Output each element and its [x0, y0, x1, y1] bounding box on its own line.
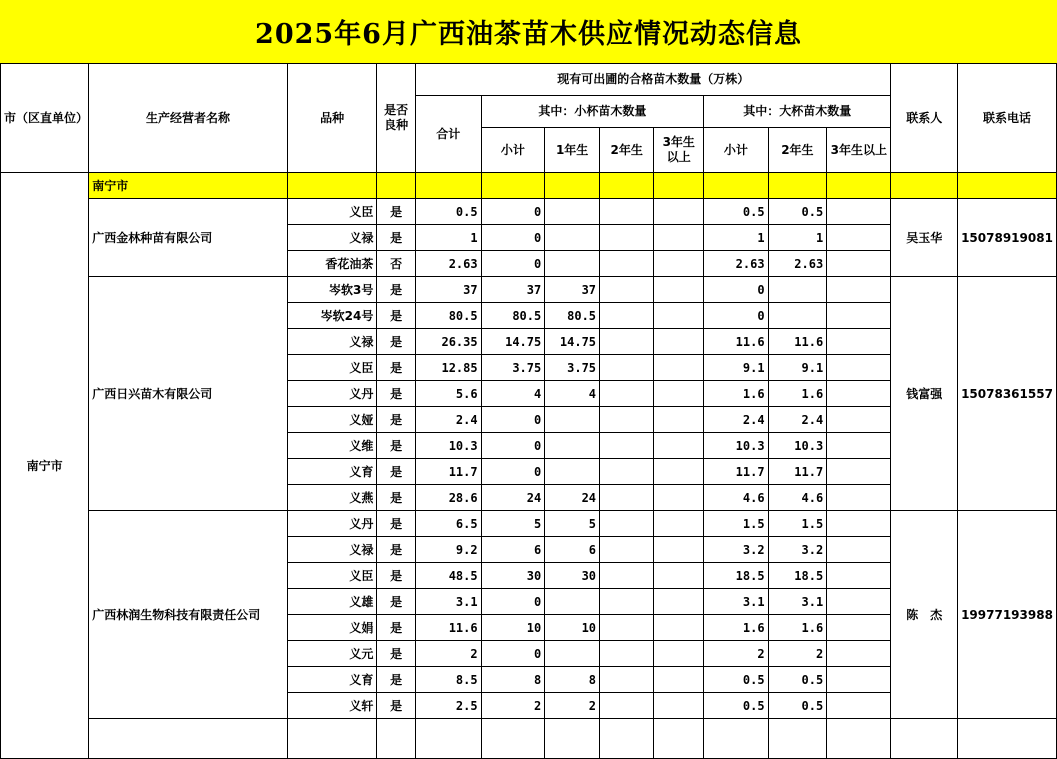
small-year1-cell: 5: [545, 511, 600, 537]
large-year3-cell: [827, 407, 891, 433]
large-year3-cell: [827, 589, 891, 615]
small-year1-cell: 6: [545, 537, 600, 563]
small-subtotal-cell: 3.75: [481, 355, 545, 381]
large-year3-cell: [827, 537, 891, 563]
large-year2-cell: 11.6: [768, 329, 827, 355]
total-cell: 37: [415, 277, 481, 303]
small-year1-cell: 80.5: [545, 303, 600, 329]
large-year2-cell: 0.5: [768, 693, 827, 719]
small-year1-cell: 14.75: [545, 329, 600, 355]
large-year3-cell: [827, 251, 891, 277]
empty-cell: [768, 719, 827, 759]
large-year3-cell: [827, 329, 891, 355]
small-year2-cell: [600, 615, 654, 641]
large-subtotal-cell: 3.1: [704, 589, 769, 615]
small-subtotal-cell: 8: [481, 667, 545, 693]
large-year2-cell: 0.5: [768, 199, 827, 225]
header-phone: 联系电话: [958, 64, 1057, 173]
section-row: [1, 173, 1057, 199]
small-year2-cell: [600, 563, 654, 589]
producer-name: 广西林润生物科技有限责任公司: [89, 511, 288, 719]
total-cell: 8.5: [415, 667, 481, 693]
large-year3-cell: [827, 563, 891, 589]
seedling-supply-table: [0, 63, 1057, 759]
header-small-year1: 1年生: [545, 128, 600, 173]
large-subtotal-cell: 9.1: [704, 355, 769, 381]
large-year2-cell: 2.63: [768, 251, 827, 277]
large-year3-cell: [827, 381, 891, 407]
variety-cell: 义禄: [287, 537, 377, 563]
large-subtotal-cell: 1.6: [704, 381, 769, 407]
header-variety: 品种: [287, 64, 377, 173]
city-cell: 南宁市: [1, 173, 89, 759]
small-year3-cell: [654, 277, 704, 303]
large-subtotal-cell: 10.3: [704, 433, 769, 459]
large-year2-cell: 0.5: [768, 667, 827, 693]
header-large-year2: 2年生: [768, 128, 827, 173]
producer-name: 广西日兴苗木有限公司: [89, 277, 288, 511]
small-subtotal-cell: 0: [481, 433, 545, 459]
small-year2-cell: [600, 355, 654, 381]
small-year3-cell: [654, 433, 704, 459]
improved-cell: 是: [377, 355, 416, 381]
header-large-subtotal: 小计: [704, 128, 769, 173]
small-year1-cell: [545, 251, 600, 277]
total-cell: 2.4: [415, 407, 481, 433]
section-empty-cell: [415, 173, 481, 199]
small-year3-cell: [654, 537, 704, 563]
small-year2-cell: [600, 667, 654, 693]
empty-cell: [600, 719, 654, 759]
section-empty-cell: [958, 173, 1057, 199]
total-cell: 2.5: [415, 693, 481, 719]
small-subtotal-cell: 0: [481, 225, 545, 251]
contact-cell: 陈 杰: [891, 511, 958, 719]
header-total: 合计: [415, 96, 481, 173]
header-large-year3: 3年生以上: [827, 128, 891, 173]
improved-cell: 是: [377, 277, 416, 303]
large-year2-cell: 3.2: [768, 537, 827, 563]
empty-cell: [89, 719, 288, 759]
small-subtotal-cell: 0: [481, 407, 545, 433]
small-year1-cell: [545, 589, 600, 615]
empty-cell: [377, 719, 416, 759]
small-year3-cell: [654, 303, 704, 329]
header-seedling-quantity: 现有可出圃的合格苗木数量（万株）: [415, 64, 890, 96]
empty-cell: [827, 719, 891, 759]
large-year2-cell: [768, 277, 827, 303]
total-cell: 6.5: [415, 511, 481, 537]
large-subtotal-cell: 1: [704, 225, 769, 251]
large-year2-cell: 2: [768, 641, 827, 667]
small-subtotal-cell: 0: [481, 589, 545, 615]
table-row: [1, 199, 1057, 225]
small-subtotal-cell: 6: [481, 537, 545, 563]
small-year1-cell: [545, 459, 600, 485]
improved-cell: 是: [377, 381, 416, 407]
large-year3-cell: [827, 641, 891, 667]
empty-cell: [958, 719, 1057, 759]
small-year2-cell: [600, 485, 654, 511]
large-year2-cell: 11.7: [768, 459, 827, 485]
large-year2-cell: 1.6: [768, 381, 827, 407]
variety-cell: 义轩: [287, 693, 377, 719]
table-row: [1, 277, 1057, 303]
small-year1-cell: [545, 641, 600, 667]
small-year1-cell: [545, 199, 600, 225]
empty-cell: [287, 719, 377, 759]
large-year2-cell: 9.1: [768, 355, 827, 381]
contact-cell: 钱富强: [891, 277, 958, 511]
large-year3-cell: [827, 225, 891, 251]
improved-cell: 是: [377, 485, 416, 511]
large-subtotal-cell: 11.6: [704, 329, 769, 355]
small-year2-cell: [600, 225, 654, 251]
table-row: [1, 511, 1057, 537]
large-year2-cell: 1.5: [768, 511, 827, 537]
small-year2-cell: [600, 589, 654, 615]
large-year2-cell: 1: [768, 225, 827, 251]
small-year3-cell: [654, 511, 704, 537]
large-year3-cell: [827, 433, 891, 459]
large-year3-cell: [827, 199, 891, 225]
variety-cell: 义丹: [287, 511, 377, 537]
large-subtotal-cell: 0: [704, 303, 769, 329]
sheet-title: 2025年6月广西油茶苗木供应情况动态信息: [0, 0, 1057, 64]
large-subtotal-cell: 0.5: [704, 693, 769, 719]
section-empty-cell: [704, 173, 769, 199]
section-label: 南宁市: [89, 173, 288, 199]
large-year3-cell: [827, 459, 891, 485]
large-subtotal-cell: 2.4: [704, 407, 769, 433]
small-subtotal-cell: 30: [481, 563, 545, 589]
large-year3-cell: [827, 667, 891, 693]
large-year2-cell: 10.3: [768, 433, 827, 459]
improved-cell: 是: [377, 433, 416, 459]
improved-cell: 是: [377, 693, 416, 719]
large-year3-cell: [827, 693, 891, 719]
section-empty-cell: [287, 173, 377, 199]
large-year2-cell: 4.6: [768, 485, 827, 511]
improved-cell: 是: [377, 511, 416, 537]
phone-cell: 19977193988: [958, 511, 1057, 719]
empty-cell: [415, 719, 481, 759]
total-cell: 0.5: [415, 199, 481, 225]
small-year3-cell: [654, 459, 704, 485]
total-cell: 11.7: [415, 459, 481, 485]
small-year3-cell: [654, 199, 704, 225]
section-empty-cell: [891, 173, 958, 199]
improved-cell: 是: [377, 667, 416, 693]
total-cell: 5.6: [415, 381, 481, 407]
small-year3-cell: [654, 589, 704, 615]
small-year2-cell: [600, 511, 654, 537]
small-subtotal-cell: 0: [481, 199, 545, 225]
large-subtotal-cell: 3.2: [704, 537, 769, 563]
variety-cell: 义丹: [287, 381, 377, 407]
variety-cell: 义娅: [287, 407, 377, 433]
large-subtotal-cell: 0.5: [704, 667, 769, 693]
large-year2-cell: 18.5: [768, 563, 827, 589]
large-year3-cell: [827, 615, 891, 641]
small-year2-cell: [600, 407, 654, 433]
section-empty-cell: [768, 173, 827, 199]
total-cell: 2: [415, 641, 481, 667]
improved-cell: 是: [377, 407, 416, 433]
small-year3-cell: [654, 667, 704, 693]
empty-cell: [481, 719, 545, 759]
large-subtotal-cell: 1.5: [704, 511, 769, 537]
small-subtotal-cell: 0: [481, 641, 545, 667]
small-year1-cell: 8: [545, 667, 600, 693]
small-year3-cell: [654, 407, 704, 433]
large-subtotal-cell: 2.63: [704, 251, 769, 277]
small-year2-cell: [600, 641, 654, 667]
variety-cell: 义臣: [287, 355, 377, 381]
header-small-year2: 2年生: [600, 128, 654, 173]
variety-cell: 义燕: [287, 485, 377, 511]
header-improved: 是否良种: [377, 64, 416, 173]
small-year1-cell: 37: [545, 277, 600, 303]
small-year3-cell: [654, 329, 704, 355]
header-small-cup: 其中：小杯苗木数量: [481, 96, 703, 128]
variety-cell: 义禄: [287, 329, 377, 355]
improved-cell: 是: [377, 225, 416, 251]
total-cell: 48.5: [415, 563, 481, 589]
small-year2-cell: [600, 277, 654, 303]
variety-cell: 香花油茶: [287, 251, 377, 277]
variety-cell: 义禄: [287, 225, 377, 251]
variety-cell: 义娟: [287, 615, 377, 641]
small-year2-cell: [600, 537, 654, 563]
header-large-cup: 其中：大杯苗木数量: [704, 96, 891, 128]
small-year3-cell: [654, 381, 704, 407]
variety-cell: 义雄: [287, 589, 377, 615]
large-subtotal-cell: 4.6: [704, 485, 769, 511]
small-subtotal-cell: 2: [481, 693, 545, 719]
improved-cell: 是: [377, 329, 416, 355]
small-subtotal-cell: 80.5: [481, 303, 545, 329]
small-year3-cell: [654, 485, 704, 511]
small-year3-cell: [654, 563, 704, 589]
small-year1-cell: 10: [545, 615, 600, 641]
total-cell: 11.6: [415, 615, 481, 641]
section-empty-cell: [545, 173, 600, 199]
empty-cell: [891, 719, 958, 759]
large-year2-cell: 3.1: [768, 589, 827, 615]
small-subtotal-cell: 10: [481, 615, 545, 641]
phone-cell: 15078361557: [958, 277, 1057, 511]
header-small-subtotal: 小计: [481, 128, 545, 173]
small-subtotal-cell: 5: [481, 511, 545, 537]
small-year1-cell: [545, 433, 600, 459]
improved-cell: 是: [377, 589, 416, 615]
large-subtotal-cell: 0.5: [704, 199, 769, 225]
total-cell: 80.5: [415, 303, 481, 329]
large-year3-cell: [827, 303, 891, 329]
small-subtotal-cell: 4: [481, 381, 545, 407]
small-year2-cell: [600, 433, 654, 459]
small-subtotal-cell: 24: [481, 485, 545, 511]
small-year1-cell: [545, 225, 600, 251]
section-empty-cell: [481, 173, 545, 199]
large-subtotal-cell: 18.5: [704, 563, 769, 589]
small-subtotal-cell: 37: [481, 277, 545, 303]
large-year3-cell: [827, 355, 891, 381]
small-subtotal-cell: 0: [481, 459, 545, 485]
small-year2-cell: [600, 381, 654, 407]
improved-cell: 否: [377, 251, 416, 277]
total-cell: 12.85: [415, 355, 481, 381]
variety-cell: 义臣: [287, 199, 377, 225]
header-small-year3: 3年生以上: [654, 128, 704, 173]
section-empty-cell: [377, 173, 416, 199]
phone-cell: 15078919081: [958, 199, 1057, 277]
small-year2-cell: [600, 199, 654, 225]
header-contact: 联系人: [891, 64, 958, 173]
small-year2-cell: [600, 693, 654, 719]
small-year2-cell: [600, 303, 654, 329]
total-cell: 3.1: [415, 589, 481, 615]
small-year3-cell: [654, 641, 704, 667]
improved-cell: 是: [377, 537, 416, 563]
large-year3-cell: [827, 511, 891, 537]
total-cell: 2.63: [415, 251, 481, 277]
small-year2-cell: [600, 329, 654, 355]
small-year1-cell: 4: [545, 381, 600, 407]
variety-cell: 义育: [287, 459, 377, 485]
section-empty-cell: [600, 173, 654, 199]
variety-cell: 岑软24号: [287, 303, 377, 329]
small-subtotal-cell: 0: [481, 251, 545, 277]
variety-cell: 义育: [287, 667, 377, 693]
small-year1-cell: 2: [545, 693, 600, 719]
small-year1-cell: 30: [545, 563, 600, 589]
variety-cell: 义元: [287, 641, 377, 667]
improved-cell: 是: [377, 199, 416, 225]
small-subtotal-cell: 14.75: [481, 329, 545, 355]
small-year3-cell: [654, 693, 704, 719]
total-cell: 10.3: [415, 433, 481, 459]
small-year3-cell: [654, 355, 704, 381]
table-row-empty: [1, 719, 1057, 759]
large-subtotal-cell: 2: [704, 641, 769, 667]
improved-cell: 是: [377, 563, 416, 589]
improved-cell: 是: [377, 641, 416, 667]
section-empty-cell: [827, 173, 891, 199]
small-year2-cell: [600, 251, 654, 277]
contact-cell: 吴玉华: [891, 199, 958, 277]
improved-cell: 是: [377, 615, 416, 641]
small-year1-cell: 3.75: [545, 355, 600, 381]
small-year3-cell: [654, 251, 704, 277]
empty-cell: [654, 719, 704, 759]
header-producer: 生产经营者名称: [89, 64, 288, 173]
large-year3-cell: [827, 277, 891, 303]
small-year3-cell: [654, 225, 704, 251]
variety-cell: 义臣: [287, 563, 377, 589]
variety-cell: 岑软3号: [287, 277, 377, 303]
variety-cell: 义维: [287, 433, 377, 459]
small-year2-cell: [600, 459, 654, 485]
empty-cell: [704, 719, 769, 759]
total-cell: 26.35: [415, 329, 481, 355]
producer-name: 广西金林种苗有限公司: [89, 199, 288, 277]
large-subtotal-cell: 1.6: [704, 615, 769, 641]
small-year3-cell: [654, 615, 704, 641]
improved-cell: 是: [377, 459, 416, 485]
improved-cell: 是: [377, 303, 416, 329]
header-city: 市（区直单位）: [1, 64, 89, 173]
total-cell: 1: [415, 225, 481, 251]
large-year2-cell: 1.6: [768, 615, 827, 641]
total-cell: 28.6: [415, 485, 481, 511]
large-subtotal-cell: 11.7: [704, 459, 769, 485]
small-year1-cell: [545, 407, 600, 433]
section-empty-cell: [654, 173, 704, 199]
total-cell: 9.2: [415, 537, 481, 563]
empty-cell: [545, 719, 600, 759]
large-subtotal-cell: 0: [704, 277, 769, 303]
large-year2-cell: 2.4: [768, 407, 827, 433]
small-year1-cell: 24: [545, 485, 600, 511]
large-year2-cell: [768, 303, 827, 329]
large-year3-cell: [827, 485, 891, 511]
